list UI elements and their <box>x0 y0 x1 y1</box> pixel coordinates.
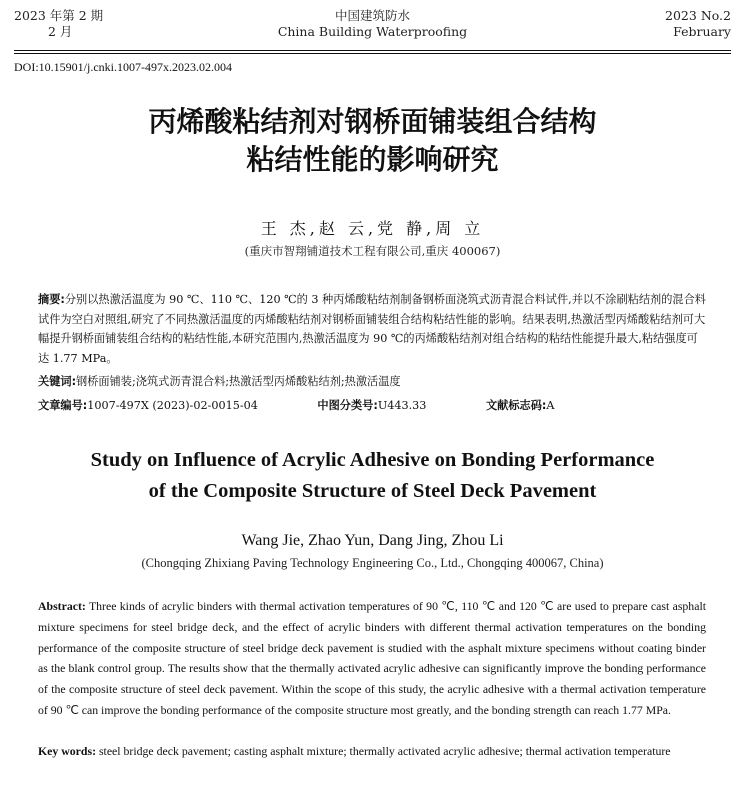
abstract-zh <box>38 290 708 368</box>
meta-zh <box>38 396 708 416</box>
issue-number-en: 2023 No.2 <box>665 8 731 23</box>
header-rule-bottom <box>14 53 731 54</box>
authors-zh: 王 杰,赵 云,党 静,周 立 <box>260 219 485 238</box>
header-rule-top <box>14 50 731 51</box>
abstract-en-text: Three kinds of acrylic binders with thermal activation temperatures of 90 ℃, 110 ℃ and 120 ℃ are used to prepare cast asphalt mixture specimens for steel bridge deck, and the effect of acrylic binders with different thermal activation temperatures on the bonding performance of the composite structure of steel bridge deck pavement is studied with the asphalt mixture specimens without coating binder as the blank control group. The results show that the thermally activated acrylic adhesive can significantly improve the bonding performance of the composite structure of steel deck pavement. Within the scope of this study, the acrylic adhesive with a thermal activation temperature of 90 ℃ can improve the bonding performance of the composite structure most greatly, and the bonding strength can reach 1.77 MPa. <box>38 599 706 717</box>
title-zh <box>0 103 745 179</box>
abstract-zh-label: 摘要: <box>38 293 65 306</box>
issue-number: 2023 年第 2 期 <box>14 8 104 23</box>
keywords-en-text: steel bridge deck pavement; casting asphalt mixture; thermally activated acrylic adhesive; thermal activation temperature <box>98 744 671 758</box>
title-en-line1: Study on Influence of Acrylic Adhesive on Bonding Performance <box>90 449 655 471</box>
keywords-en-label: Key words: <box>38 744 96 758</box>
article-number: 文章编号:1007-497X (2023)-02-0015-04 <box>38 399 258 412</box>
journal-name-zh: 中国建筑防水 <box>334 8 410 23</box>
keywords-zh <box>38 372 708 392</box>
title-en <box>0 445 745 507</box>
keywords-zh-label: 关键词: <box>38 375 77 388</box>
keywords-en <box>38 741 706 762</box>
affiliation-en: (Chongqing Zhixiang Paving Technology Engineering Co., Ltd., Chongqing 400067, China) <box>141 556 604 570</box>
abstract-en <box>38 596 706 721</box>
doi: DOI:10.15901/j.cnki.1007-497x.2023.02.004 <box>14 60 232 74</box>
abstract-en-label: Abstract: <box>38 599 86 613</box>
issue-month: 2 月 <box>48 24 73 39</box>
title-zh-line2: 粘结性能的影响研究 <box>246 143 499 176</box>
abstract-zh-text: 分别以热激活温度为 90 ℃、110 ℃、120 ℃的 3 种丙烯酸粘结剂制备钢桥面浇筑式沥青混合料试件,并以不涂刷粘结剂的混合料试件为空白对照组,研究了不同热激活温度的丙烯酸粘结剂对钢桥面铺装组合结构粘结性能的影响。结果表明,热激活型丙烯酸粘结剂可大幅提升钢桥面铺装组合结构的粘结性能,本研究范围内,热激活温度为 90 ℃的丙烯酸粘结剂对组合结构的粘结性能提升最大,粘结强度可达 1.77 MPa。 <box>38 293 706 365</box>
clc-number: 中图分类号:U443.33 <box>317 399 427 412</box>
title-en-line2: of the Composite Structure of Steel Deck Pavement <box>148 480 597 502</box>
title-zh-line1: 丙烯酸粘结剂对钢桥面铺装组合结构 <box>148 105 597 138</box>
affiliation-zh: (重庆市智翔铺道技术工程有限公司,重庆 400067) <box>244 244 501 258</box>
journal-name-en: China Building Waterproofing <box>277 24 468 39</box>
authors-en: Wang Jie, Zhao Yun, Dang Jing, Zhou Li <box>241 532 504 549</box>
document-code: 文献标志码:A <box>485 399 555 412</box>
header-center <box>0 8 745 40</box>
issue-month-en: February <box>673 24 731 39</box>
keywords-zh-text: 钢桥面铺装;浇筑式沥青混合料;热激活型丙烯酸粘结剂;热激活温度 <box>76 375 401 388</box>
header-right <box>665 8 731 40</box>
